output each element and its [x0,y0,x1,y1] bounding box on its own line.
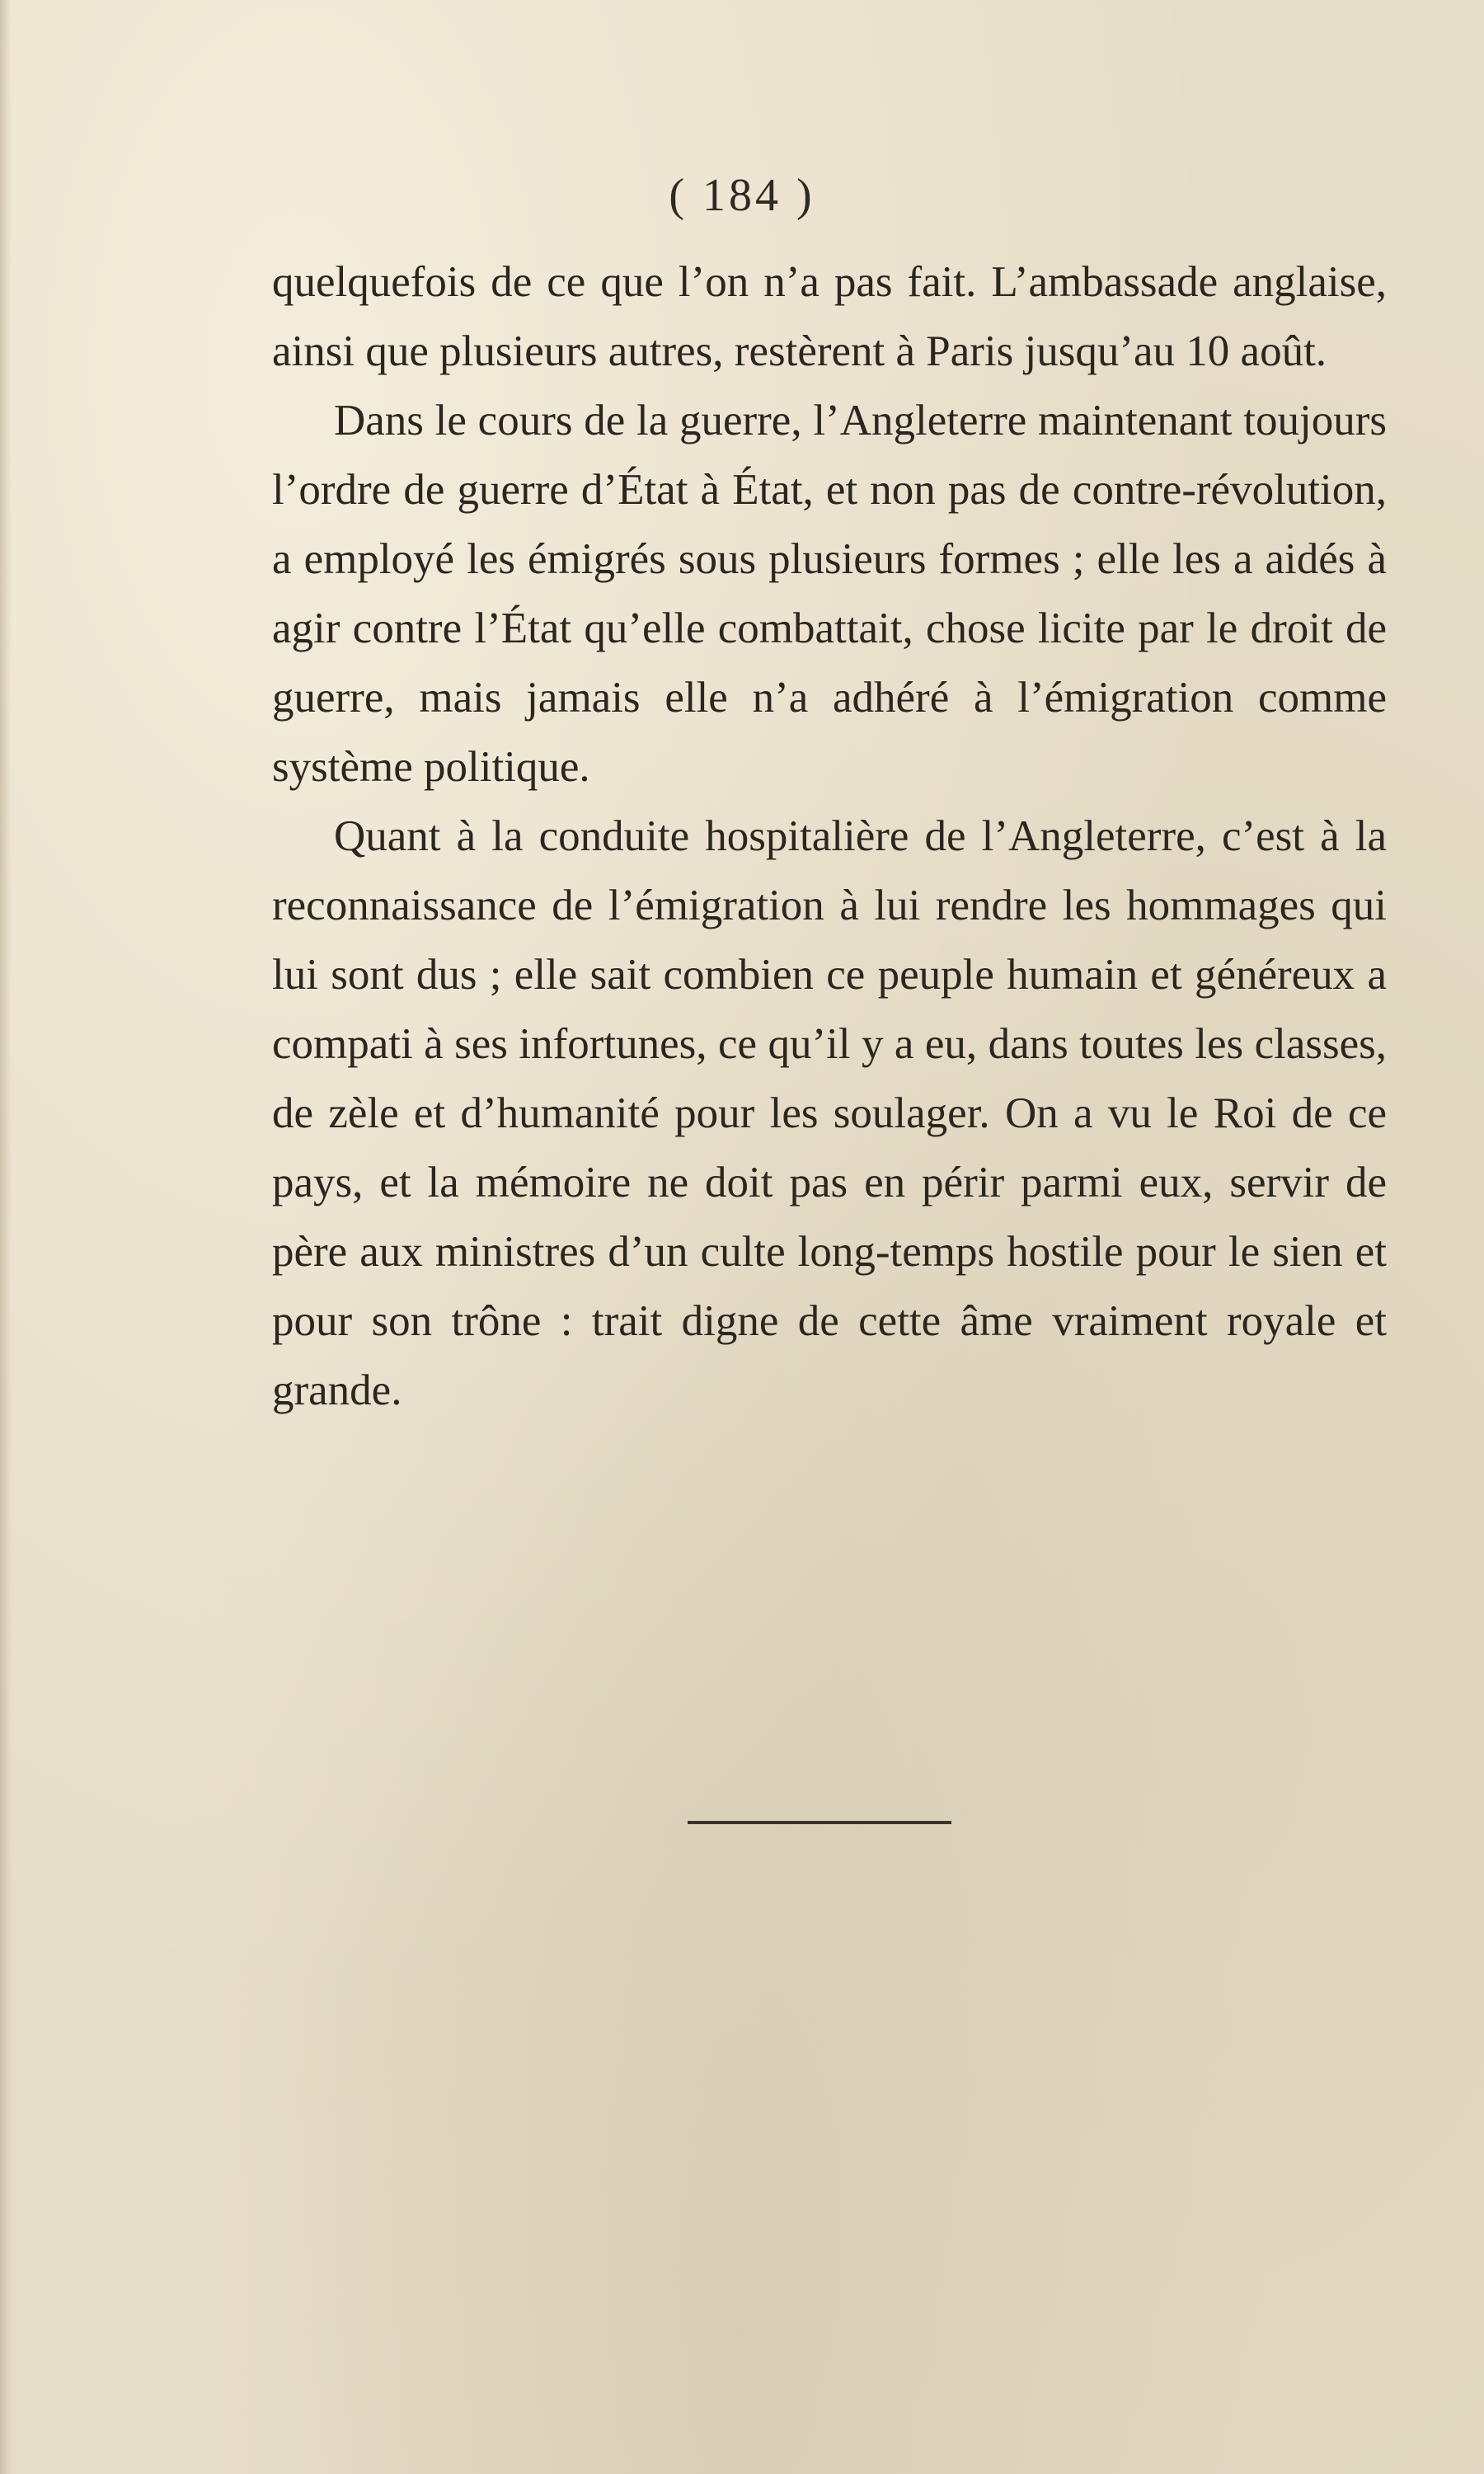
paragraph-england-war: Dans le cours de la guerre, l’Angleterre maintenant toujours l’ordre de guerre d’État à État, et non pas de contre-révolution, a employé les émigrés sous plusieurs formes ; elle les a aidés à agir contre l’État qu’elle combattait, chose licite par le droit de guerre, mais jamais elle n’a adhéré à l’émigration comme système politique. [272,397,1387,791]
paragraph-continuation: quelquefois de ce que l’on n’a pas fait. L’ambassade anglaise, ainsi que plusieurs autres, restèrent à Paris jusqu’au 10 août. [272,258,1387,375]
page-number: ( 184 ) [669,170,815,221]
body-text [272,247,1387,1425]
paragraph-england-hospitality: Quant à la conduite hospitalière de l’Angleterre, c’est à la reconnaissance de l’émigration à lui rendre les hommages qui lui sont dus ; elle sait combien ce peuple humain et généreux a compati à ses infortunes, ce qu’il y a eu, dans toutes les classes, de zèle et d’humanité pour les soulager. On a vu le Roi de ce pays, et la mémoire ne doit pas en périr parmi eux, servir de père aux ministres d’un culte long-temps hostile pour le sien et pour son trône : trait digne de cette âme vraiment royale et grande. [272,812,1387,1414]
section-end-rule [688,1821,951,1824]
page-gutter-shadow [0,0,12,2474]
